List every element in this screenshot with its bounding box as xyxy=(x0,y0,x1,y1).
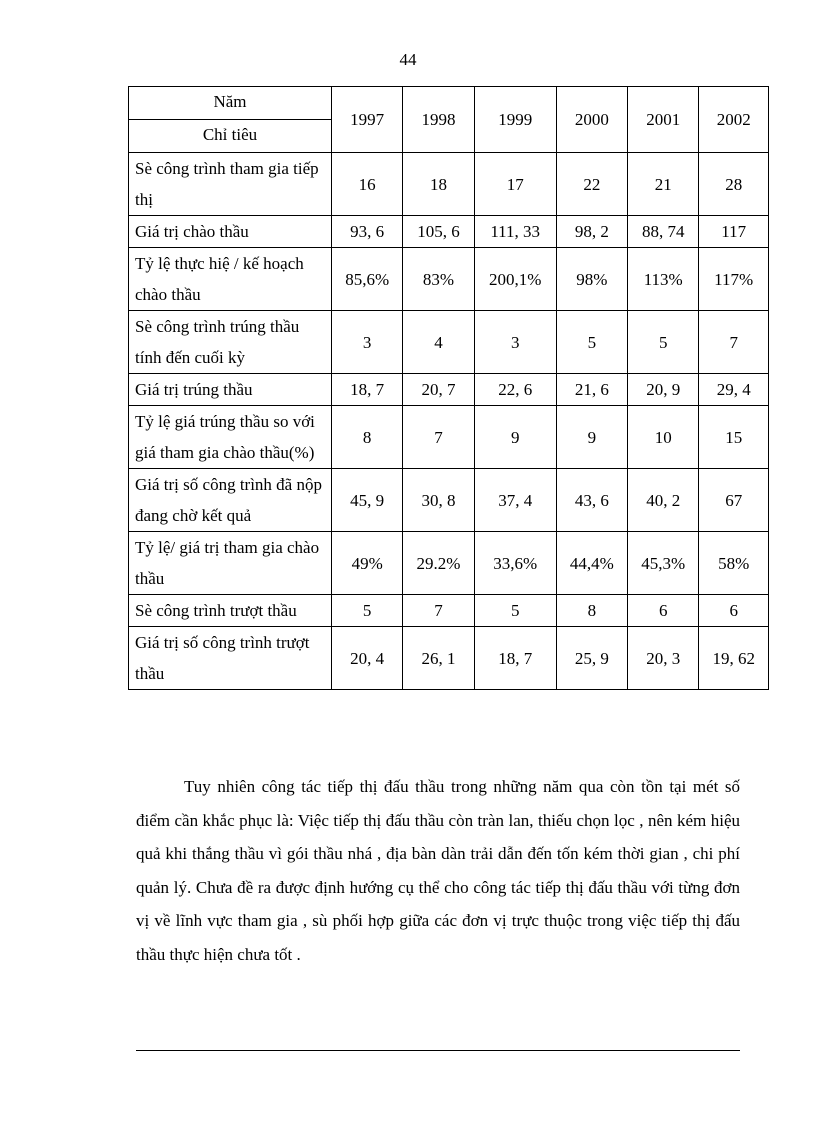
row-label: Giá trị chào thầu xyxy=(129,216,332,248)
corner-label-indicator: Chỉ tiêu xyxy=(202,125,258,144)
table-row xyxy=(129,532,769,595)
corner-label-year: Năm xyxy=(129,87,331,120)
year-header: 2002 xyxy=(699,87,769,153)
year-header: 1999 xyxy=(474,87,556,153)
table-cell: 8 xyxy=(332,406,403,469)
year-header: 2000 xyxy=(556,87,627,153)
table-row xyxy=(129,374,769,406)
table-cell: 93, 6 xyxy=(332,216,403,248)
table-cell: 98, 2 xyxy=(556,216,627,248)
table-cell: 7 xyxy=(403,595,474,627)
table-cell: 58% xyxy=(699,532,769,595)
table-cell: 117 xyxy=(699,216,769,248)
table-cell: 21 xyxy=(628,153,699,216)
table-cell: 5 xyxy=(474,595,556,627)
table-cell: 117% xyxy=(699,248,769,311)
table-cell: 9 xyxy=(474,406,556,469)
table-cell: 6 xyxy=(699,595,769,627)
table-cell: 18, 7 xyxy=(474,627,556,690)
row-label: Giá trị số công trình trượt thầu xyxy=(129,627,332,690)
table-cell: 25, 9 xyxy=(556,627,627,690)
table-cell: 5 xyxy=(628,311,699,374)
table-cell: 5 xyxy=(332,595,403,627)
table-row xyxy=(129,469,769,532)
row-label: Tỷ lệ thực hiệ / kế hoạch chào thầu xyxy=(129,248,332,311)
row-label: Tỷ lệ/ giá trị tham gia chào thầu xyxy=(129,532,332,595)
table-cell: 98% xyxy=(556,248,627,311)
table-cell: 20, 4 xyxy=(332,627,403,690)
row-label: Giá trị số công trình đã nộp đang chờ kết quả xyxy=(129,469,332,532)
table-cell: 22 xyxy=(556,153,627,216)
row-label: Giá trị trúng thầu xyxy=(129,374,332,406)
table-cell: 105, 6 xyxy=(403,216,474,248)
year-header: 1997 xyxy=(332,87,403,153)
table-cell: 67 xyxy=(699,469,769,532)
row-label: Sè công trình trượt thầu xyxy=(129,595,332,627)
footer-divider xyxy=(136,1050,740,1051)
table-cell: 30, 8 xyxy=(403,469,474,532)
table-cell: 43, 6 xyxy=(556,469,627,532)
table-cell: 7 xyxy=(403,406,474,469)
table-cell: 113% xyxy=(628,248,699,311)
table-cell: 16 xyxy=(332,153,403,216)
table-row xyxy=(129,406,769,469)
table-cell: 10 xyxy=(628,406,699,469)
table-cell: 3 xyxy=(332,311,403,374)
table-cell: 18 xyxy=(403,153,474,216)
table-row xyxy=(129,248,769,311)
table-cell: 9 xyxy=(556,406,627,469)
table-row xyxy=(129,216,769,248)
table-row xyxy=(129,627,769,690)
table-row xyxy=(129,153,769,216)
year-header: 2001 xyxy=(628,87,699,153)
year-header: 1998 xyxy=(403,87,474,153)
table-cell: 29, 4 xyxy=(699,374,769,406)
table-cell: 83% xyxy=(403,248,474,311)
table-cell: 20, 9 xyxy=(628,374,699,406)
table-cell: 40, 2 xyxy=(628,469,699,532)
table-cell: 21, 6 xyxy=(556,374,627,406)
table-cell: 5 xyxy=(556,311,627,374)
table-cell: 37, 4 xyxy=(474,469,556,532)
table-cell: 3 xyxy=(474,311,556,374)
page-number: 44 xyxy=(399,50,417,69)
table-cell: 22, 6 xyxy=(474,374,556,406)
row-label: Sè công trình trúng thầu tính đến cuối kỳ xyxy=(129,311,332,374)
table-cell: 111, 33 xyxy=(474,216,556,248)
table-cell: 29.2% xyxy=(403,532,474,595)
statistics-table xyxy=(128,86,769,690)
row-label: Tỷ lệ giá trúng thầu so với giá tham gia chào thầu(%) xyxy=(129,406,332,469)
table-cell: 6 xyxy=(628,595,699,627)
table-cell: 17 xyxy=(474,153,556,216)
table-cell: 20, 7 xyxy=(403,374,474,406)
table-cell: 20, 3 xyxy=(628,627,699,690)
table-cell: 49% xyxy=(332,532,403,595)
table-cell: 45, 9 xyxy=(332,469,403,532)
table-cell: 28 xyxy=(699,153,769,216)
table-cell: 19, 62 xyxy=(699,627,769,690)
row-label: Sè công trình tham gia tiếp thị xyxy=(129,153,332,216)
table-row xyxy=(129,311,769,374)
table-corner-cell xyxy=(129,87,332,153)
table-cell: 4 xyxy=(403,311,474,374)
table-cell: 33,6% xyxy=(474,532,556,595)
table-cell: 200,1% xyxy=(474,248,556,311)
body-paragraph: Tuy nhiên công tác tiếp thị đấu thầu trong những năm qua còn tồn tại mét số điểm cần khắc phục là: Việc tiếp thị đấu thầu còn tràn lan, thiếu chọn lọc , nên kém hiệu quả khi thắng thầu vì gói thầu nhá , địa bàn dàn trải dẫn đến tốn kém thời gian , chi phí quản lý. Chưa đề ra được định hướng cụ thể cho công tác tiếp thị đấu thầu với từng đơn vị về lĩnh vực tham gia , sù phối hợp giữa các đơn vị trực thuộc trong việc tiếp thị đấu thầu thực hiện chưa tốt . xyxy=(136,777,740,964)
table-cell: 88, 74 xyxy=(628,216,699,248)
table-header-row xyxy=(129,87,769,153)
table-cell: 26, 1 xyxy=(403,627,474,690)
table-cell: 45,3% xyxy=(628,532,699,595)
table-cell: 44,4% xyxy=(556,532,627,595)
table-cell: 7 xyxy=(699,311,769,374)
table-cell: 8 xyxy=(556,595,627,627)
table-cell: 85,6% xyxy=(332,248,403,311)
table-cell: 15 xyxy=(699,406,769,469)
table-row xyxy=(129,595,769,627)
table-cell: 18, 7 xyxy=(332,374,403,406)
